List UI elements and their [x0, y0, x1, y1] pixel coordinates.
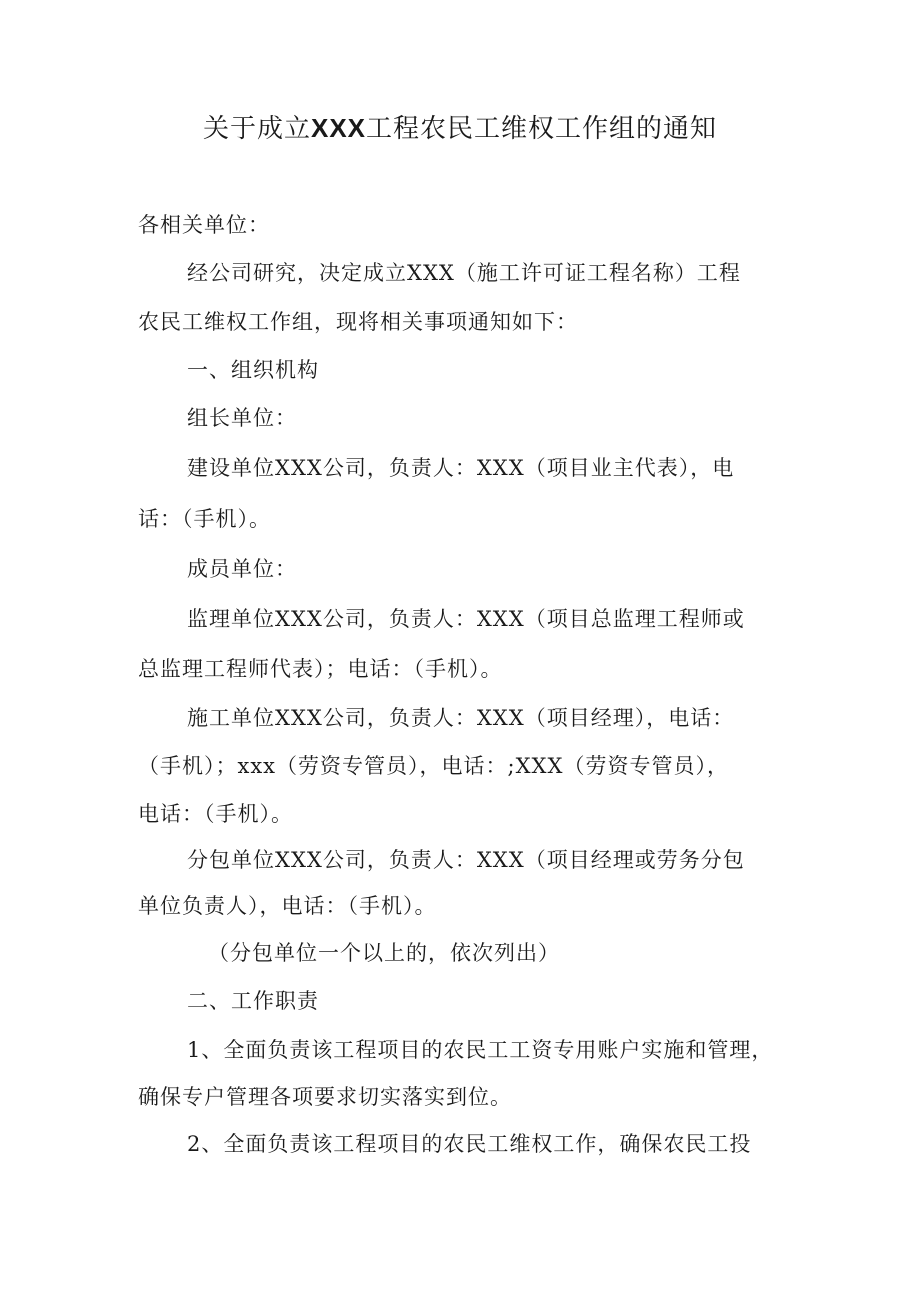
subsection-heading: 成员单位： [187, 557, 297, 581]
note-line: （分包单位一个以上的，依次列出） [208, 941, 560, 965]
body-paragraph-line: 监理单位XXX公司，负责人：XXX（项目总监理工程师或 [187, 607, 745, 631]
section-heading: 二、工作职责 [187, 989, 319, 1013]
title-prefix: 关于成立 [202, 114, 311, 144]
body-paragraph-line: 单位负责人），电话：（手机）。 [138, 894, 437, 918]
subsection-heading: 组长单位： [187, 406, 297, 430]
body-paragraph-line: 经公司研究，决定成立XXX（施工许可证工程名称）工程 [187, 261, 741, 285]
section-heading: 一、组织机构 [187, 358, 319, 382]
body-paragraph-line: 1、全面负责该工程项目的农民工工资专用账户实施和管理， [187, 1038, 774, 1062]
body-paragraph-line: 2、全面负责该工程项目的农民工维权工作，确保农民工投 [187, 1132, 752, 1156]
body-paragraph-line: 施工单位XXX公司，负责人：XXX（项目经理），电话： [187, 706, 735, 730]
body-paragraph-line: 农民工维权工作组，现将相关事项通知如下： [138, 310, 578, 334]
body-paragraph-line: 分包单位XXX公司，负责人：XXX（项目经理或劳务分包 [187, 848, 745, 872]
body-paragraph-line: （手机）；xxx（劳资专管员），电话：;XXX（劳资专管员）， [138, 754, 729, 778]
title-bold: XXX [310, 113, 367, 143]
body-paragraph-line: 电话：（手机）。 [138, 802, 293, 826]
body-paragraph-line: 话：（手机）。 [138, 507, 271, 531]
document-title [0, 108, 920, 149]
salutation-line: 各相关单位： [138, 213, 270, 237]
body-paragraph-line: 建设单位XXX公司，负责人：XXX（项目业主代表），电 [187, 456, 735, 480]
body-paragraph-line: 总监理工程师代表）；电话：（手机）。 [138, 657, 503, 681]
title-suffix: 工程农民工维权工作组的通知 [366, 114, 718, 144]
body-paragraph-line: 确保专户管理各项要求切实落实到位。 [138, 1085, 512, 1109]
